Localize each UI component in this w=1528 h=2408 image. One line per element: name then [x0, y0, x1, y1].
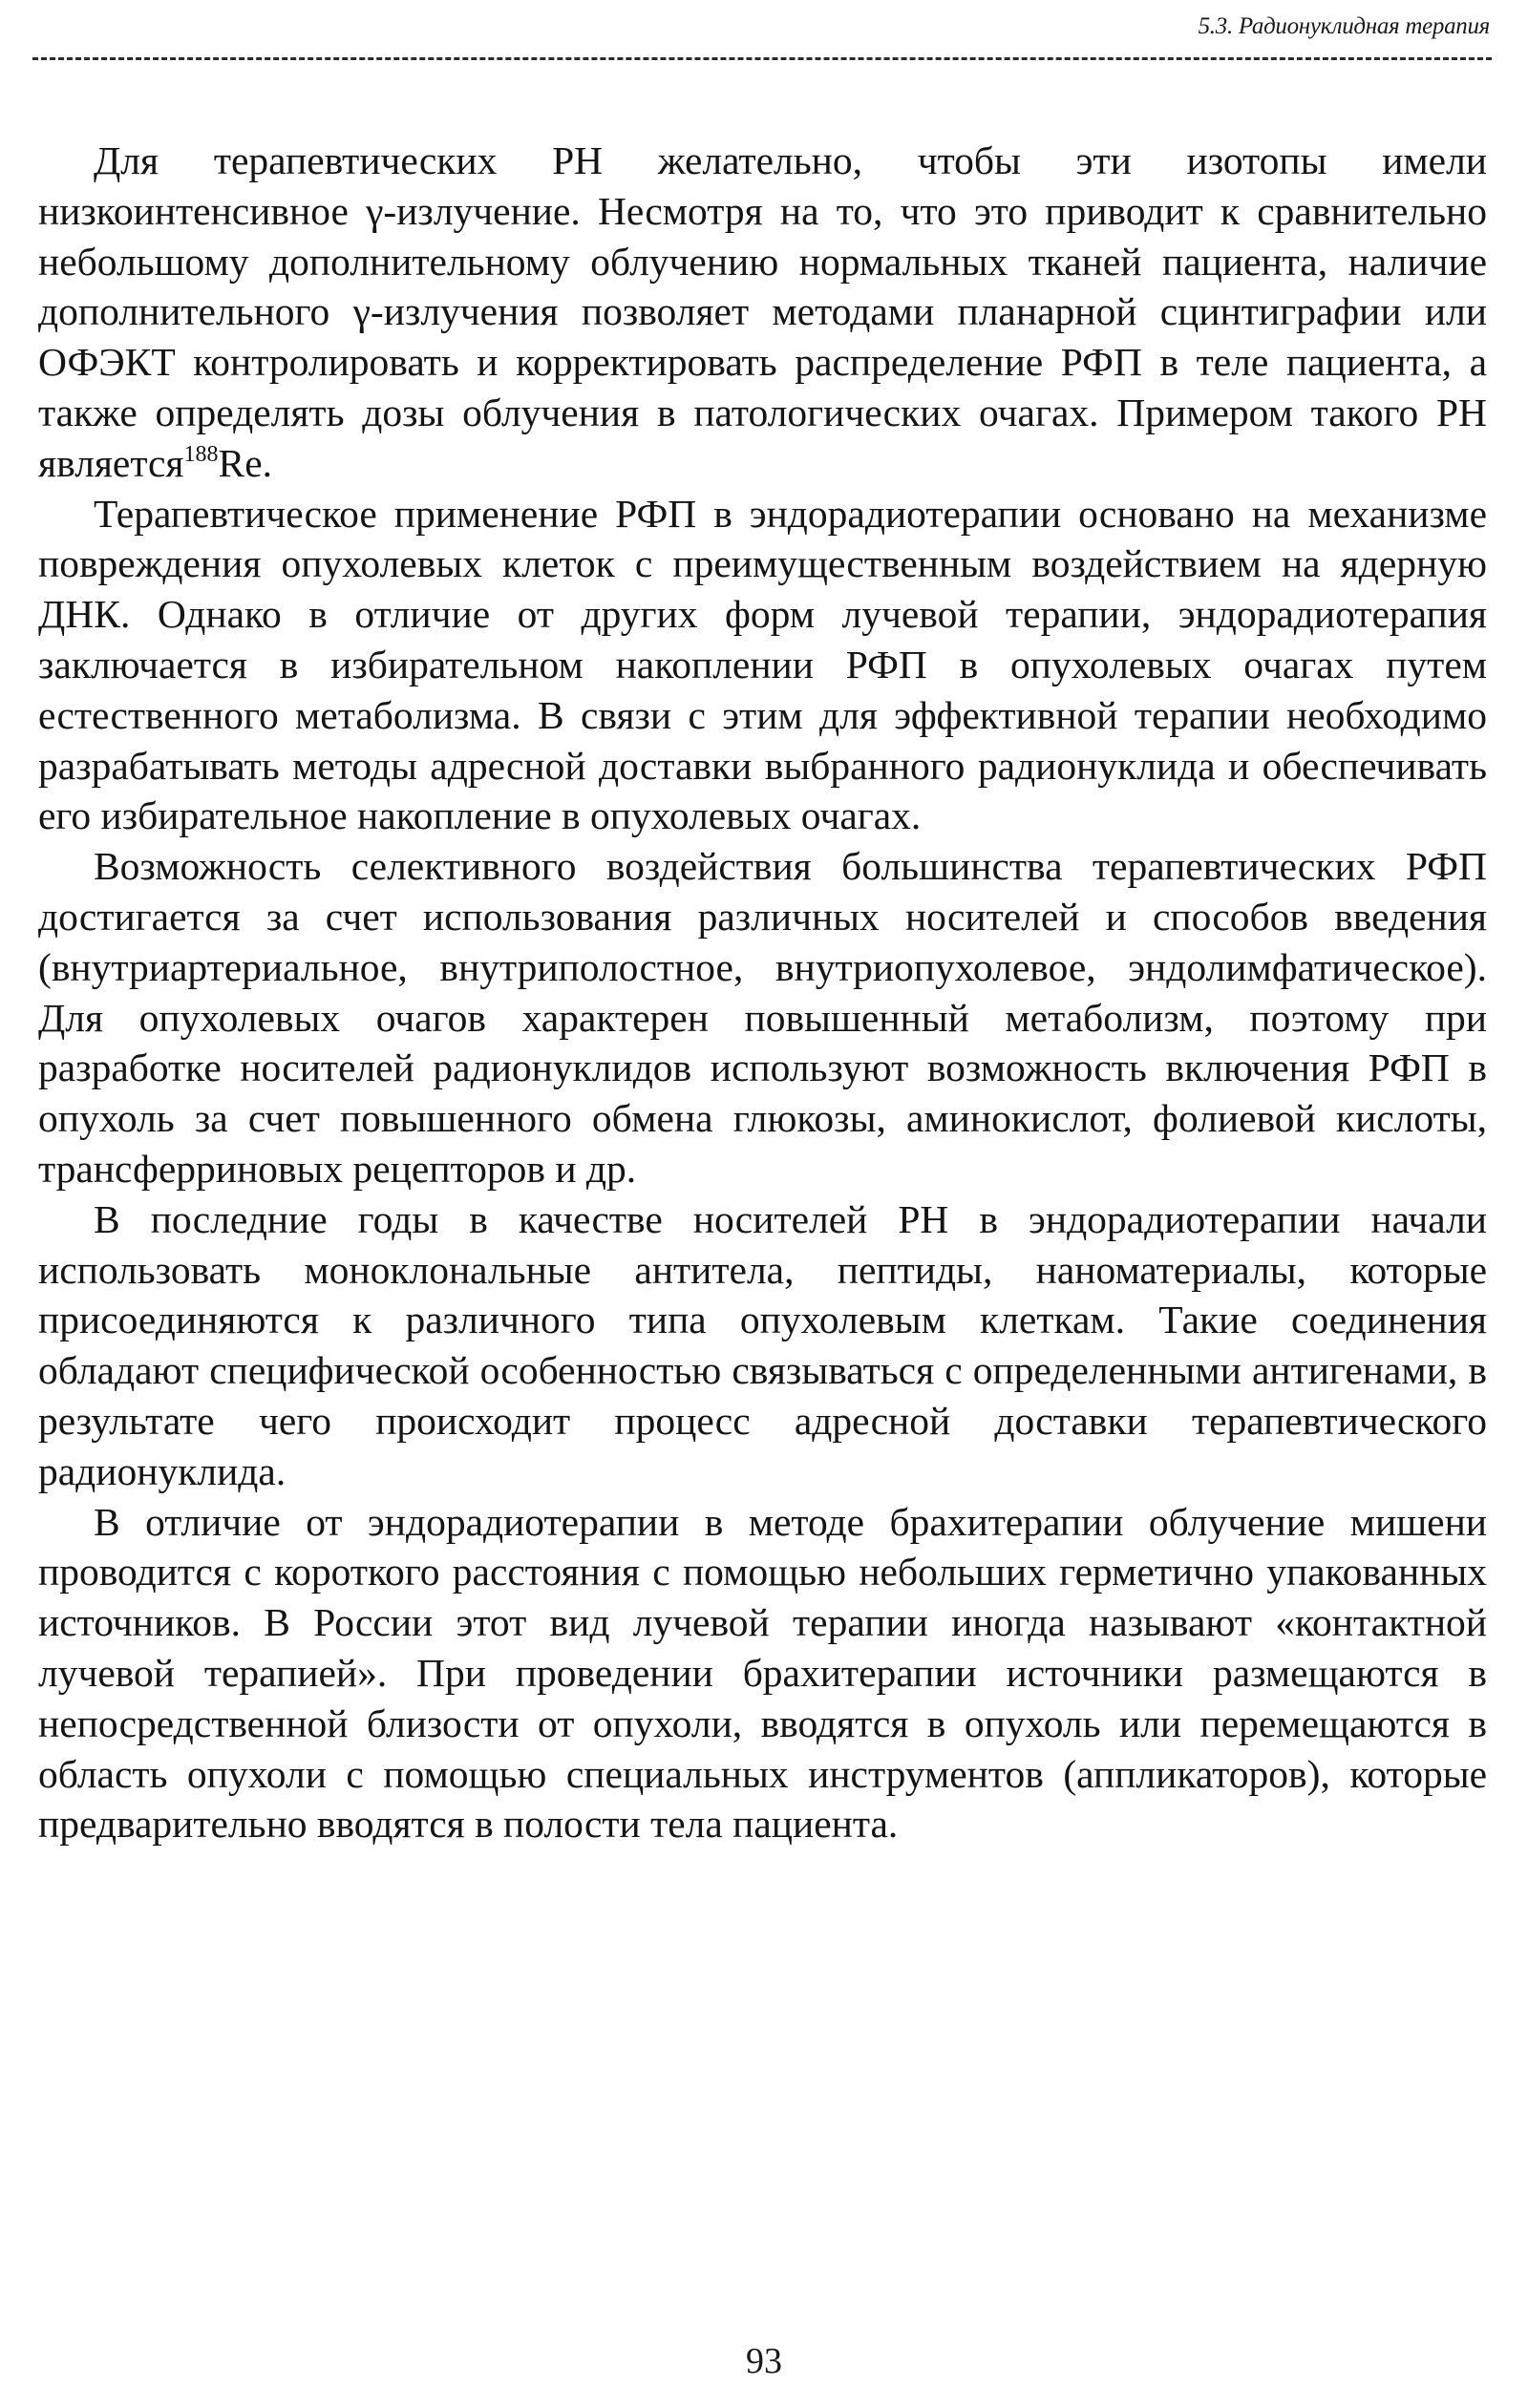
isotope-symbol: Re — [218, 440, 263, 485]
page-number: 93 — [746, 2341, 782, 2381]
paragraph-1-text: Для терапевтических РН желательно, чтобы эти изотопы имели низкоинтенсивное γ-излучение. Несмотря на то, что это приводит к сравнительно небольшому дополнительному облучению нормальных тканей пациента, наличие дополнительного γ-излучения позволяет методами планарной сцинтиграфии или ОФЭКТ контролировать и корректировать распределение РФП в теле пациента, а также определять дозы облучения в патологических очагах. Примером такого РН является — [38, 138, 1487, 485]
isotope-mass: 188 — [183, 441, 219, 467]
paragraph-4: В последние годы в качестве носителей РН в эндорадиотерапии начали использовать моноклональные антитела, пептиды, наноматериалы, которые присоединяются к различного типа опухолевым клеткам. Такие соединения обладают специфической особенностью связываться с определенными антигенами, в результате чего происходит процесс адресной доставки терапевтического радионуклида. — [38, 1196, 1487, 1493]
isotope-notation — [184, 441, 263, 485]
header-divider — [32, 57, 1492, 60]
body-text — [38, 136, 1487, 1849]
paragraph-2: Терапевтическое применение РФП в эндорадиотерапии основано на механизме повреждения опухолевых клеток с преимущественным воздействием на ядерную ДНК. Однако в отличие от других форм лучевой терапии, эндорадиотерапия заключается в избирательном накоплении РФП в опухолевых очагах путем естественного метаболизма. В связи с этим для эффективной терапии необходимо разрабатывать методы адресной доставки выбранного радионуклида и обеспечивать его избирательное накопление в опухолевых очагах. — [38, 491, 1487, 838]
paragraph-5: В отличие от эндорадиотерапии в методе брахитерапии облучение мишени проводится с короткого расстояния с помощью небольших герметично упакованных источников. В России этот вид лучевой терапии иногда называют «контактной лучевой терапией». При проведении брахитерапии источники размещаются в непосредственной близости от опухоли, вводятся в опухоль или перемещаются в область опухоли с помощью специальных инструментов (аппликаторов), которые предварительно вводятся в полости тела пациента. — [38, 1499, 1487, 1847]
running-head: 5.3. Радионуклидная терапия — [1198, 13, 1490, 39]
paragraph-1-end: . — [262, 440, 272, 485]
paragraph-1 — [38, 136, 1487, 489]
paragraph-3: Возможность селективного воздействия большинства терапевтических РФП достигается за счет использования различных носителей и способов введения (внутриартериальное, внутриполостное, внутриопухолевое, эндолимфатическое). Для опухолевых очагов характерен повышенный метаболизм, поэтому при разработке носителей радионуклидов используют возможность включения РФП в опухоль за счет повышенного обмена глюкозы, аминокислот, фолиевой кислоты, трансферриновых рецепторов и др. — [38, 844, 1487, 1191]
